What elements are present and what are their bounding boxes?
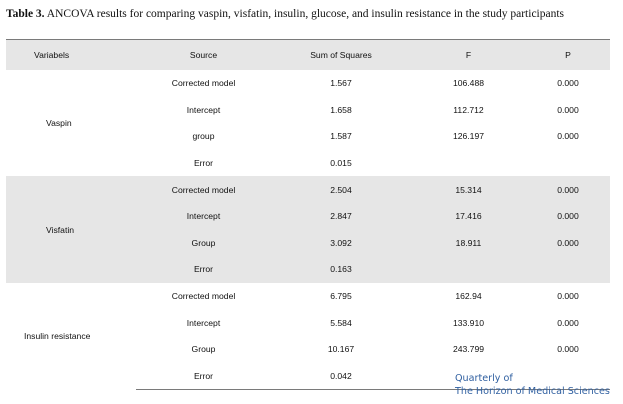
p-cell: 0.000: [557, 291, 579, 302]
header-row: [6, 40, 610, 71]
f-cell: [411, 256, 526, 283]
source-cell: Corrected model: [171, 78, 236, 89]
sum-of-squares-cell: 1.587: [330, 131, 352, 142]
p-cell: 0.000: [526, 203, 610, 230]
journal-logo: [455, 372, 610, 398]
variable-cell: Insulin resistance: [24, 331, 91, 342]
variable-cell: Vaspin: [46, 118, 72, 129]
p-cell: 0.000: [526, 176, 610, 203]
p-cell: 0.000: [557, 317, 579, 328]
sum-of-squares-cell: 1.658: [330, 104, 352, 115]
p-cell: 0.000: [557, 131, 579, 142]
sum-of-squares-cell: 1.567: [330, 78, 352, 89]
source-cell: Corrected model: [171, 291, 236, 302]
table-number: Table 3.: [6, 8, 45, 20]
f-cell: [411, 150, 526, 177]
p-cell: [526, 150, 610, 177]
sum-of-squares-cell: 10.167: [327, 344, 355, 355]
f-cell: 18.911: [411, 230, 526, 257]
header-sum-of-squares: Sum of Squares: [271, 40, 411, 71]
header-variables: Variabels: [6, 40, 136, 71]
sum-of-squares-cell: 2.504: [271, 176, 411, 203]
f-cell: 15.314: [411, 176, 526, 203]
f-cell: 17.416: [411, 203, 526, 230]
f-cell: 106.488: [452, 78, 485, 89]
journal-line-2: The Horizon of Medical Sciences: [455, 386, 610, 397]
table-title: ANCOVA results for comparing vaspin, visfatin, insulin, glucose, and insulin resistance in the study participants: [44, 8, 565, 20]
source-cell: group: [192, 131, 215, 142]
source-cell: Error: [136, 256, 271, 283]
p-cell: [526, 256, 610, 283]
sum-of-squares-cell: 0.015: [330, 158, 352, 169]
f-cell: 133.910: [452, 317, 485, 328]
p-cell: 0.000: [557, 104, 579, 115]
sum-of-squares-cell: 6.795: [330, 291, 352, 302]
f-cell: 243.799: [452, 344, 485, 355]
source-cell: Intercept: [136, 203, 271, 230]
journal-line-1: Quarterly of: [455, 373, 513, 384]
table-caption: [6, 8, 618, 20]
p-cell: 0.000: [557, 344, 579, 355]
p-cell: 0.000: [526, 230, 610, 257]
ancova-table: [6, 39, 610, 390]
table-row: [6, 70, 610, 97]
f-cell: 112.712: [453, 104, 484, 115]
sum-of-squares-cell: 2.847: [271, 203, 411, 230]
table-row: [6, 176, 610, 203]
sum-of-squares-cell: 0.042: [271, 363, 411, 390]
source-cell: Group: [191, 344, 216, 355]
source-cell: Group: [136, 230, 271, 257]
header-f: F: [411, 40, 526, 71]
source-cell: Error: [136, 363, 271, 390]
header-p: P: [526, 40, 610, 71]
table-row: [6, 283, 610, 310]
source-cell: Error: [193, 158, 214, 169]
sum-of-squares-cell: 0.163: [271, 256, 411, 283]
sum-of-squares-cell: 3.092: [271, 230, 411, 257]
source-cell: Corrected model: [136, 176, 271, 203]
p-cell: 0.000: [557, 78, 579, 89]
source-cell: Intercept: [186, 317, 221, 328]
source-cell: Intercept: [186, 104, 221, 115]
sum-of-squares-cell: 5.584: [330, 317, 352, 328]
f-cell: 162.94: [455, 291, 482, 302]
f-cell: 126.197: [452, 131, 485, 142]
header-source: Source: [136, 40, 271, 71]
variable-cell: Visfatin: [6, 176, 136, 282]
